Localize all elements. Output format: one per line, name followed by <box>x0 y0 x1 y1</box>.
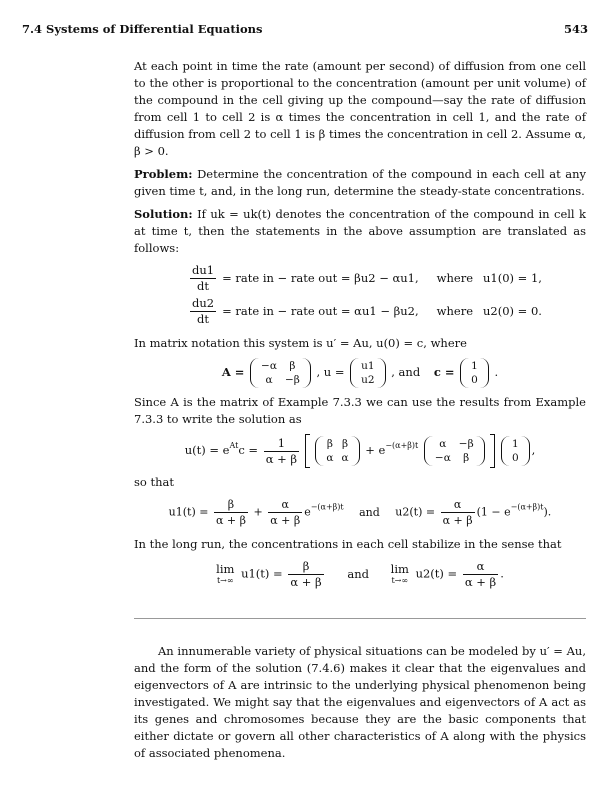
limit-1: lim t→∞ <box>216 561 235 585</box>
u1-term2: $\frac{\alpha}{\alpha + \beta}$ <box>270 498 301 527</box>
and-word: and <box>359 505 380 519</box>
matrix-intro: In matrix notation this system is u′ = Au, u(0) = c, where <box>134 336 467 350</box>
M2-entry: −α <box>434 452 451 464</box>
A-entry: β <box>289 360 296 372</box>
closing-paragraph: An innumerable variety of physical situations can be modeled by u′ = Au, and the form of the solution (7.4.6) makes it clear that the eigenvalues and eigenvectors of A are intrinsic to the underlying physical phenomenon being investigated. We might say that the eigenvalues and eigenvectors of A act as its genes and chromosomes because they are the basic components that either dictate or govern all other characteristics of A along with the physics of associated phenomena. <box>134 643 586 760</box>
A-label: A = <box>221 365 245 379</box>
u-entry: u1 <box>361 360 375 372</box>
problem-paragraph <box>134 166 586 200</box>
u2-close: ). <box>543 505 552 519</box>
eq1-init: u1(0) = 1, <box>483 271 542 285</box>
sol-fraction: $\frac{1}{\alpha + \beta}$ <box>265 435 298 466</box>
c-entry: 1 <box>471 360 478 372</box>
vec-entry: 1 <box>511 438 519 450</box>
left-bracket <box>305 434 310 468</box>
du1-dt-fraction: $\frac{du1}{dt}$ <box>192 263 215 293</box>
comma: , <box>531 443 536 457</box>
A-entry: −β <box>284 374 300 386</box>
solution-text: If uk = uk(t) denotes the concentration of the compound in cell k at time t, then the statements in the above assumption are translated as follows: <box>134 207 586 255</box>
problem-label: Problem: <box>134 167 193 181</box>
M1-entry: α <box>341 452 349 464</box>
and-word: and <box>347 566 369 581</box>
l1-expr: u1(t) = <box>241 566 283 581</box>
A-entry: −α <box>261 360 277 372</box>
M2-entry: −β <box>458 438 474 450</box>
plus: + <box>253 505 263 519</box>
and-word: , and <box>391 365 421 379</box>
section-divider <box>134 618 586 619</box>
l2-expr: u2(t) = <box>415 566 458 581</box>
M2-entry: β <box>463 452 470 464</box>
eq1-rhs: = rate in − rate out = βu2 − αu1, <box>222 271 419 285</box>
matrix-definitions <box>134 358 586 388</box>
vector-1-0 <box>501 436 530 466</box>
page-header <box>22 22 588 38</box>
u2-paren: (1 − e <box>476 505 511 519</box>
M1-entry: β <box>326 438 333 450</box>
exp-base: e <box>304 505 311 519</box>
problem-text: Determine the concentration of the compound in each cell at any given time t, and, in the long run, determine the steady-state concentrations. <box>134 167 587 198</box>
l1-fraction: $\frac{\beta}{\alpha + \beta}$ <box>290 559 322 589</box>
eq2-where: where <box>436 304 474 318</box>
u-entry: u2 <box>361 374 375 386</box>
vec-entry: 0 <box>511 452 519 464</box>
u1-term1: $\frac{\beta}{\alpha + \beta}$ <box>215 498 246 527</box>
u1-lhs: u1(t) = <box>168 505 209 519</box>
matrix-M2 <box>424 436 485 466</box>
limits-equation <box>134 559 586 590</box>
sol-lhs-tail: c = <box>238 443 259 457</box>
page-number: 543 <box>563 22 588 36</box>
since-paragraph: Since A is the matrix of Example 7.3.3 we can use the results from Example 7.3.3 to write the solution as <box>134 395 586 426</box>
sol-lhs: u(t) = e <box>184 443 230 457</box>
solution-equation <box>134 434 586 468</box>
sol-lhs-exp: At <box>229 441 239 450</box>
eq2-rhs: = rate in − rate out = αu1 − βu2, <box>222 304 419 318</box>
period: . <box>500 566 504 581</box>
solution-label: Solution: <box>134 207 193 221</box>
l2-fraction: $\frac{\alpha}{\alpha + \beta}$ <box>464 559 497 589</box>
M2-entry: α <box>439 438 447 450</box>
vector-c <box>460 358 489 388</box>
period: . <box>494 365 499 379</box>
limit-2: lim t→∞ <box>390 561 409 585</box>
solution-paragraph <box>134 206 586 257</box>
A-entry: α <box>265 374 273 386</box>
u2-term: $\frac{\alpha}{\alpha + \beta}$ <box>442 498 473 527</box>
matrix-A <box>250 358 311 388</box>
plus-exp: + e <box>365 443 386 457</box>
section-title: 7.4 Systems of Differential Equations <box>22 22 263 36</box>
u2-exponent: −(α+β)t <box>510 502 544 512</box>
matrix-M1 <box>315 436 359 466</box>
u1-exponent: −(α+β)t <box>310 502 344 512</box>
c-entry: 0 <box>471 374 478 386</box>
long-run-paragraph: In the long run, the concentrations in each cell stabilize in the sense that <box>134 537 562 551</box>
exponent: −(α+β)t <box>385 441 419 450</box>
vector-u <box>350 358 385 388</box>
equation-du2 <box>188 296 586 327</box>
right-bracket <box>490 434 495 468</box>
M1-entry: β <box>341 438 349 450</box>
equation-du1 <box>188 263 586 294</box>
c-label: c = <box>433 365 455 379</box>
u2-lhs: u2(t) = <box>395 505 436 519</box>
M1-entry: α <box>326 452 334 464</box>
eq2-init: u2(0) = 0. <box>483 304 542 318</box>
main-text <box>134 58 586 596</box>
component-solutions <box>134 497 586 528</box>
paragraph-diffusion: At each point in time the rate (amount per second) of diffusion from one cell to the other is proportional to the concentration (amount per unit volume) of the compound in the cell giving up the compound—say the rate of diffusion from cell 1 to cell 2 is α times the concentration in cell 1, and the rate of diffusion from cell 2 to cell 1 is β times the concentration in cell 2. Assume α, β > 0. <box>134 59 586 158</box>
eq1-where: where <box>436 271 474 285</box>
u-label: , u = <box>316 365 345 379</box>
du2-dt-fraction: $\frac{du2}{dt}$ <box>192 296 215 326</box>
so-that: so that <box>134 475 174 489</box>
